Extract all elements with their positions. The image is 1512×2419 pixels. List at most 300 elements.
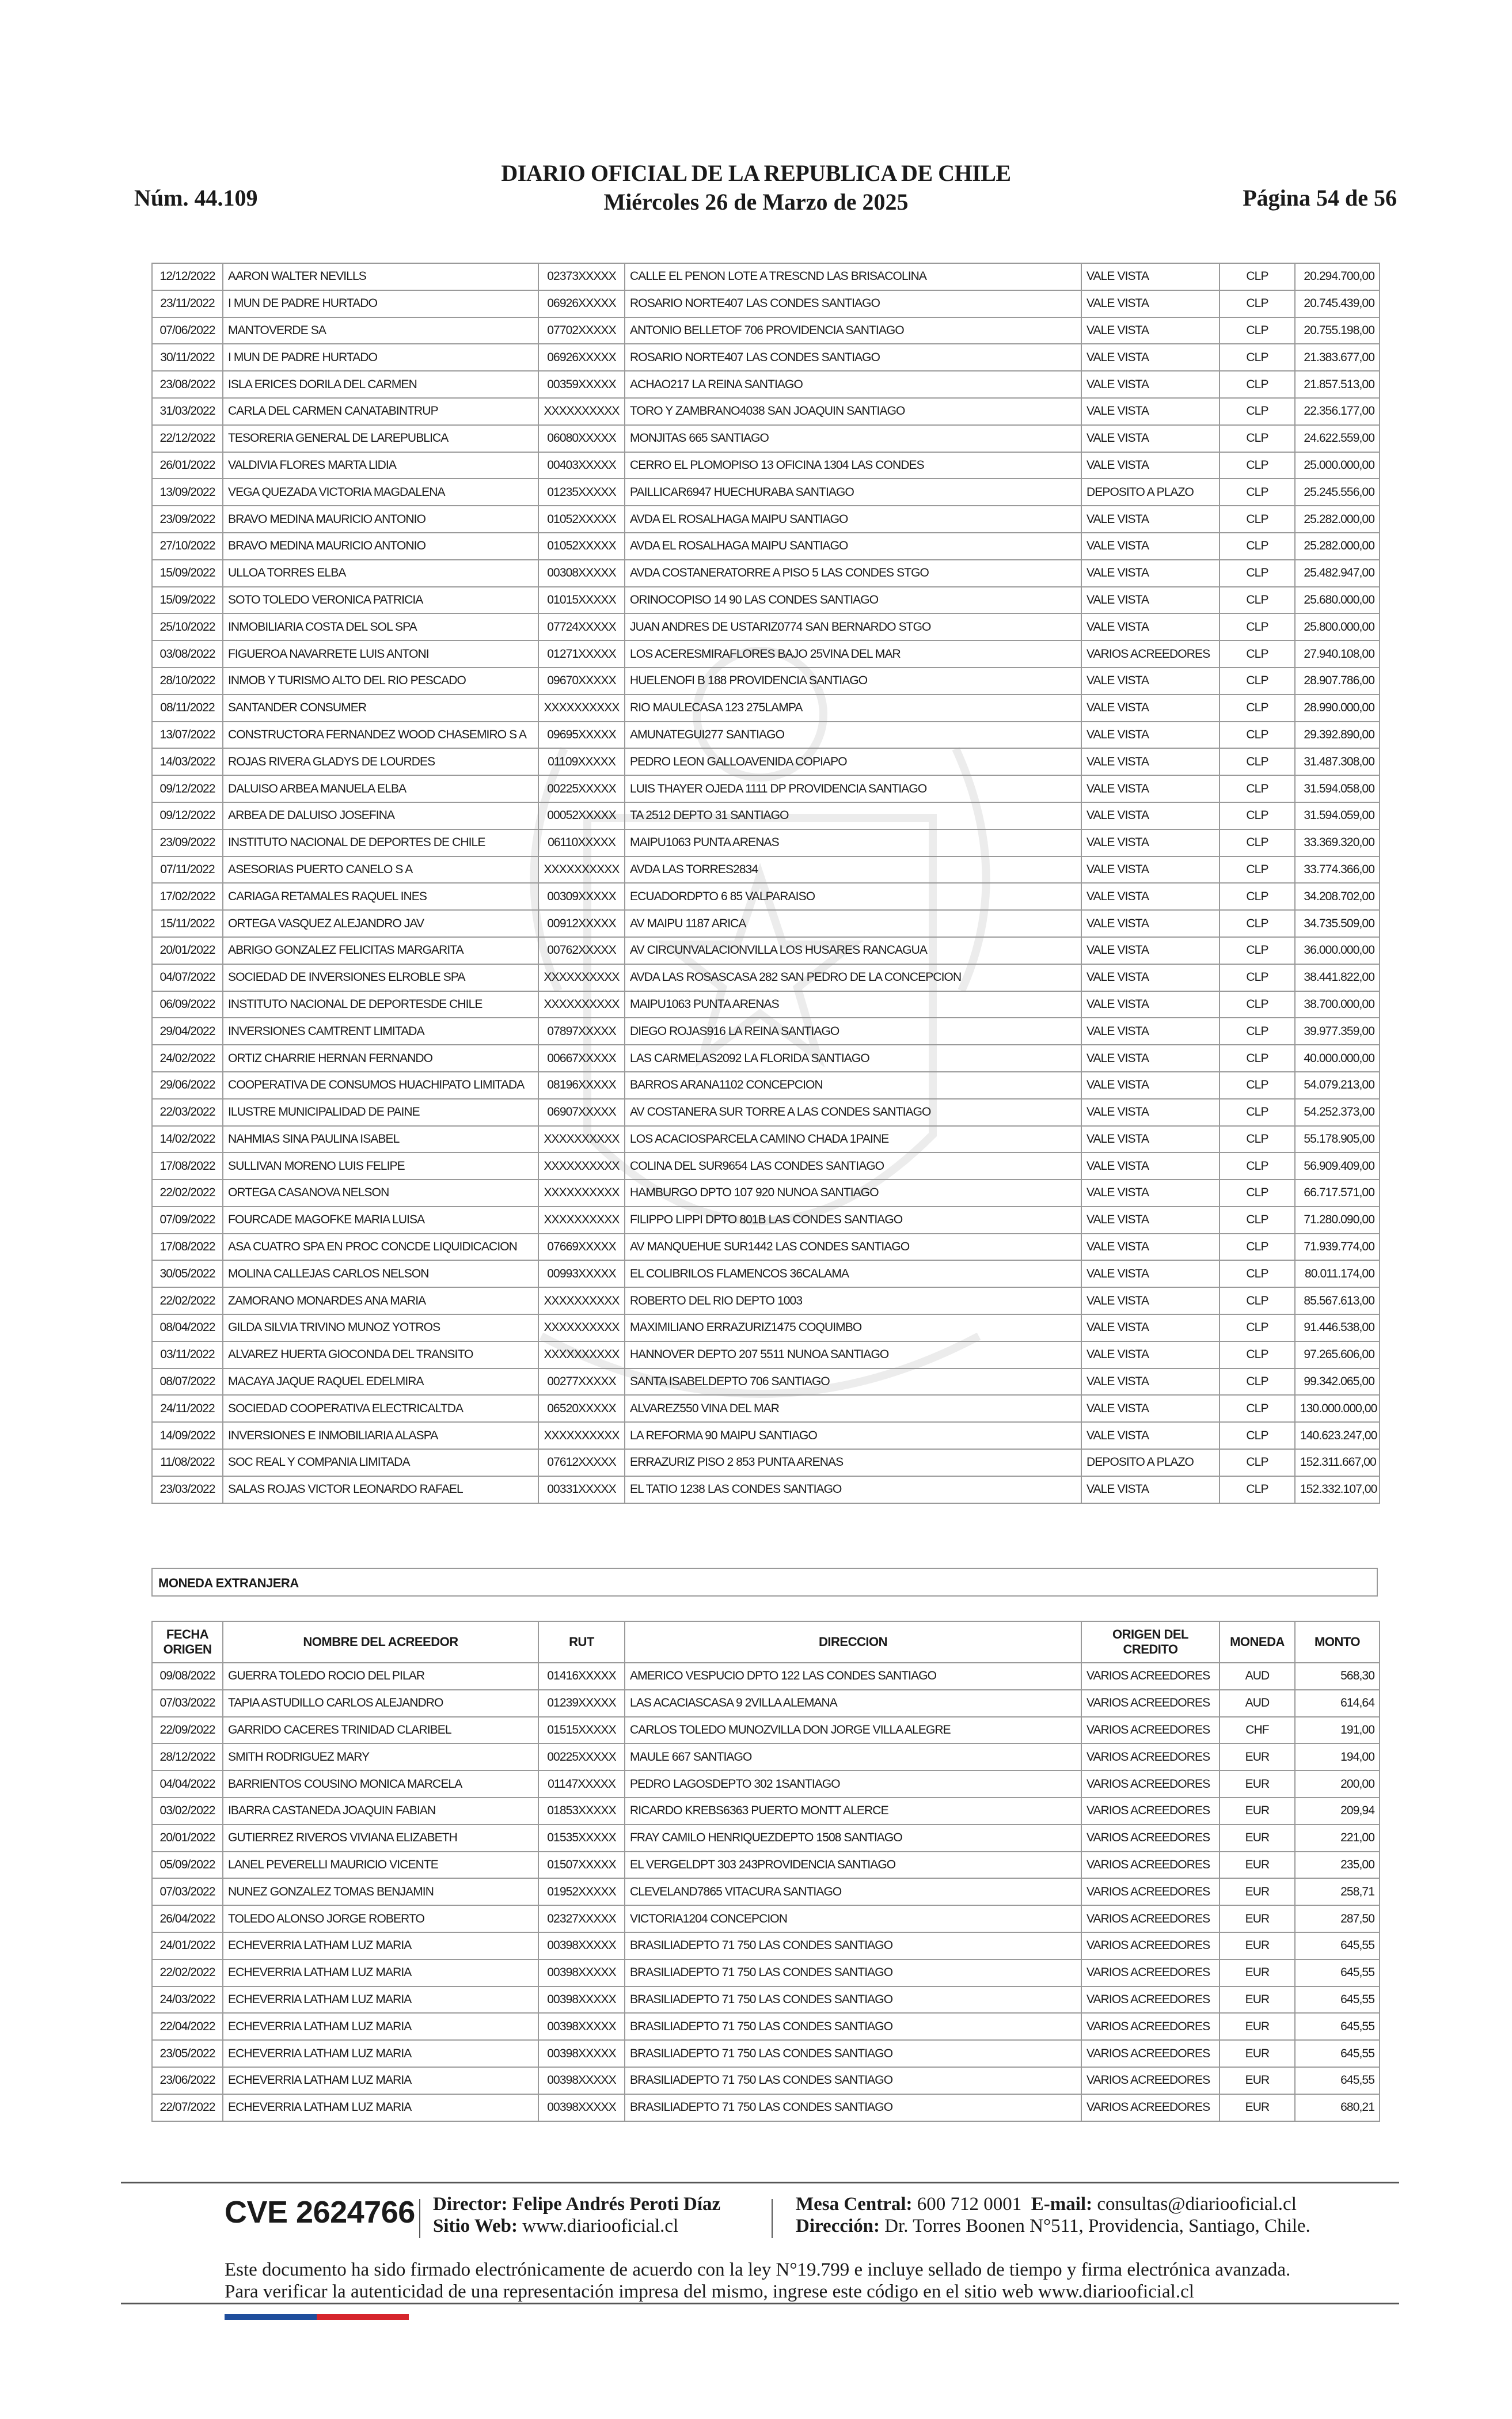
table-row bbox=[152, 1825, 1380, 1852]
cell-creditor-name: ORTIZ CHARRIE HERNAN FERNANDO bbox=[223, 1045, 538, 1072]
cell-address: LA REFORMA 90 MAIPU SANTIAGO bbox=[625, 1422, 1081, 1449]
cell-credit-origin: VALE VISTA bbox=[1081, 560, 1220, 587]
cell-currency: CLP bbox=[1220, 722, 1295, 749]
table-row bbox=[152, 1449, 1380, 1476]
cell-currency: EUR bbox=[1220, 1986, 1295, 2014]
cell-rut: 02327XXXXX bbox=[538, 1905, 625, 1932]
cell-amount: 34.735.509,00 bbox=[1295, 910, 1380, 937]
cell-credit-origin: VALE VISTA bbox=[1081, 910, 1220, 937]
cell-currency: CLP bbox=[1220, 506, 1295, 533]
table-row bbox=[152, 1072, 1380, 1099]
table-row bbox=[152, 398, 1380, 425]
cell-currency: CLP bbox=[1220, 1126, 1295, 1153]
cell-date: 30/05/2022 bbox=[152, 1260, 223, 1287]
cell-amount: 645,55 bbox=[1295, 1986, 1380, 2014]
cell-rut: 01271XXXXX bbox=[538, 640, 625, 668]
cell-date: 23/03/2022 bbox=[152, 1476, 223, 1503]
cell-creditor-name: FOURCADE MAGOFKE MARIA LUISA bbox=[223, 1207, 538, 1234]
cell-address: MAIPU1063 PUNTA ARENAS bbox=[625, 991, 1081, 1018]
cell-credit-origin: VALE VISTA bbox=[1081, 317, 1220, 344]
cell-amount: 39.977.359,00 bbox=[1295, 1018, 1380, 1045]
cell-date: 22/09/2022 bbox=[152, 1717, 223, 1744]
cell-creditor-name: IBARRA CASTANEDA JOAQUIN FABIAN bbox=[223, 1798, 538, 1825]
cell-creditor-name: TAPIA ASTUDILLO CARLOS ALEJANDRO bbox=[223, 1690, 538, 1717]
cell-address: COLINA DEL SUR9654 LAS CONDES SANTIAGO bbox=[625, 1152, 1081, 1180]
cell-currency: CLP bbox=[1220, 991, 1295, 1018]
cell-rut: 00331XXXXX bbox=[538, 1476, 625, 1503]
cell-currency: CLP bbox=[1220, 964, 1295, 991]
legal-notice: Este documento ha sido firmado electrónicamente de acuerdo con la ley N°19.799 e incluye sellado de tiempo y firma electrónica avanzada. Para verificar la autenticidad de una representación impresa del mismo, ingrese este código en el sitio web www.diariooficial.cl bbox=[225, 2259, 1291, 2302]
cell-currency: CLP bbox=[1220, 290, 1295, 317]
cell-address: EL VERGELDPT 303 243PROVIDENCIA SANTIAGO bbox=[625, 1852, 1081, 1879]
cell-credit-origin: VALE VISTA bbox=[1081, 937, 1220, 964]
col-header-date: FECHA ORIGEN bbox=[152, 1621, 223, 1663]
table-row bbox=[152, 1798, 1380, 1825]
cell-amount: 614,64 bbox=[1295, 1690, 1380, 1717]
cell-credit-origin: VALE VISTA bbox=[1081, 613, 1220, 640]
cell-currency: CLP bbox=[1220, 425, 1295, 452]
cell-rut: 06080XXXXX bbox=[538, 425, 625, 452]
cell-address: LUIS THAYER OJEDA 1111 DP PROVIDENCIA SANTIAGO bbox=[625, 775, 1081, 802]
cell-creditor-name: SALAS ROJAS VICTOR LEONARDO RAFAEL bbox=[223, 1476, 538, 1503]
cell-credit-origin: VALE VISTA bbox=[1081, 506, 1220, 533]
table-row bbox=[152, 587, 1380, 614]
cell-address: ACHAO217 LA REINA SANTIAGO bbox=[625, 371, 1081, 398]
cell-rut: 00398XXXXX bbox=[538, 1986, 625, 2014]
cell-currency: CLP bbox=[1220, 1099, 1295, 1126]
cell-amount: 645,55 bbox=[1295, 2067, 1380, 2094]
cell-currency: EUR bbox=[1220, 2067, 1295, 2094]
cell-amount: 71.939.774,00 bbox=[1295, 1234, 1380, 1261]
page-header bbox=[0, 0, 1512, 230]
cell-amount: 66.717.571,00 bbox=[1295, 1180, 1380, 1207]
cell-currency: CLP bbox=[1220, 1476, 1295, 1503]
cell-currency: CLP bbox=[1220, 1341, 1295, 1368]
cell-date: 07/06/2022 bbox=[152, 317, 223, 344]
col-header-rut: RUT bbox=[538, 1621, 625, 1663]
cell-date: 15/09/2022 bbox=[152, 587, 223, 614]
cell-amount: 24.622.559,00 bbox=[1295, 425, 1380, 452]
table-row bbox=[152, 1045, 1380, 1072]
cell-address: RIO MAULECASA 123 275LAMPA bbox=[625, 695, 1081, 722]
flag-stripe bbox=[225, 2314, 409, 2320]
cell-currency: EUR bbox=[1220, 2040, 1295, 2067]
cell-creditor-name: FIGUEROA NAVARRETE LUIS ANTONI bbox=[223, 640, 538, 668]
cell-currency: EUR bbox=[1220, 1959, 1295, 1986]
cell-address: DIEGO ROJAS916 LA REINA SANTIAGO bbox=[625, 1018, 1081, 1045]
cell-amount: 34.208.702,00 bbox=[1295, 883, 1380, 910]
footer-bottom-rule bbox=[121, 2303, 1399, 2304]
address-text: Dr. Torres Boonen N°511, Providencia, Santiago, Chile. bbox=[884, 2216, 1310, 2236]
cell-amount: 25.245.556,00 bbox=[1295, 479, 1380, 506]
cell-credit-origin: VARIOS ACREEDORES bbox=[1081, 1986, 1220, 2014]
cell-currency: CLP bbox=[1220, 802, 1295, 829]
cell-amount: 80.011.174,00 bbox=[1295, 1260, 1380, 1287]
cell-date: 29/06/2022 bbox=[152, 1072, 223, 1099]
cell-credit-origin: VALE VISTA bbox=[1081, 1314, 1220, 1341]
cell-rut: XXXXXXXXXX bbox=[538, 1287, 625, 1314]
col-header-address: DIRECCION bbox=[625, 1621, 1081, 1663]
cell-currency: CLP bbox=[1220, 1395, 1295, 1422]
publication-title: DIARIO OFICIAL DE LA REPUBLICA DE CHILE bbox=[501, 160, 1011, 186]
cell-date: 03/02/2022 bbox=[152, 1798, 223, 1825]
cell-currency: CLP bbox=[1220, 1234, 1295, 1261]
cell-credit-origin: VALE VISTA bbox=[1081, 398, 1220, 425]
cell-currency: CLP bbox=[1220, 775, 1295, 802]
cell-currency: CLP bbox=[1220, 1422, 1295, 1449]
table-row bbox=[152, 1395, 1380, 1422]
cell-currency: CLP bbox=[1220, 263, 1295, 290]
cell-date: 22/02/2022 bbox=[152, 1959, 223, 1986]
cell-currency: CLP bbox=[1220, 1287, 1295, 1314]
cell-amount: 29.392.890,00 bbox=[1295, 722, 1380, 749]
cell-creditor-name: NAHMIAS SINA PAULINA ISABEL bbox=[223, 1126, 538, 1153]
table-row bbox=[152, 1341, 1380, 1368]
cell-address: BARROS ARANA1102 CONCEPCION bbox=[625, 1072, 1081, 1099]
table-row bbox=[152, 722, 1380, 749]
table-row bbox=[152, 1314, 1380, 1341]
cell-rut: 06520XXXXX bbox=[538, 1395, 625, 1422]
cell-credit-origin: VALE VISTA bbox=[1081, 1180, 1220, 1207]
cell-creditor-name: INSTITUTO NACIONAL DE DEPORTES DE CHILE bbox=[223, 829, 538, 856]
cell-rut: 00762XXXXX bbox=[538, 937, 625, 964]
cell-date: 24/02/2022 bbox=[152, 1045, 223, 1072]
table-row bbox=[152, 1368, 1380, 1396]
table-row bbox=[152, 1234, 1380, 1261]
cell-amount: 31.487.308,00 bbox=[1295, 748, 1380, 775]
table-row bbox=[152, 1180, 1380, 1207]
cell-date: 27/10/2022 bbox=[152, 533, 223, 560]
page-indicator: Página 54 de 56 bbox=[1243, 185, 1397, 211]
cell-creditor-name: ORTEGA VASQUEZ ALEJANDRO JAV bbox=[223, 910, 538, 937]
cell-currency: EUR bbox=[1220, 2013, 1295, 2040]
cell-address: ERRAZURIZ PISO 2 853 PUNTA ARENAS bbox=[625, 1449, 1081, 1476]
cell-amount: 99.342.065,00 bbox=[1295, 1368, 1380, 1396]
table-row bbox=[152, 883, 1380, 910]
cell-amount: 54.252.373,00 bbox=[1295, 1099, 1380, 1126]
cell-address: TORO Y ZAMBRANO4038 SAN JOAQUIN SANTIAGO bbox=[625, 398, 1081, 425]
cell-creditor-name: ALVAREZ HUERTA GIOCONDA DEL TRANSITO bbox=[223, 1341, 538, 1368]
cell-currency: EUR bbox=[1220, 1743, 1295, 1770]
table-row bbox=[152, 802, 1380, 829]
cell-address: PAILLICAR6947 HUECHURABA SANTIAGO bbox=[625, 479, 1081, 506]
cell-credit-origin: VALE VISTA bbox=[1081, 883, 1220, 910]
col-header-name: NOMBRE DEL ACREEDOR bbox=[223, 1621, 538, 1663]
cell-currency: CLP bbox=[1220, 1152, 1295, 1180]
cell-credit-origin: VALE VISTA bbox=[1081, 290, 1220, 317]
cell-creditor-name: ECHEVERRIA LATHAM LUZ MARIA bbox=[223, 1932, 538, 1959]
cell-address: BRASILIADEPTO 71 750 LAS CONDES SANTIAGO bbox=[625, 2094, 1081, 2121]
cell-creditor-name: LANEL PEVERELLI MAURICIO VICENTE bbox=[223, 1852, 538, 1879]
cell-credit-origin: VARIOS ACREEDORES bbox=[1081, 1770, 1220, 1798]
table-row bbox=[152, 1852, 1380, 1879]
cell-credit-origin: VARIOS ACREEDORES bbox=[1081, 1825, 1220, 1852]
cell-amount: 21.857.513,00 bbox=[1295, 371, 1380, 398]
cell-rut: 07897XXXXX bbox=[538, 1018, 625, 1045]
cell-credit-origin: VALE VISTA bbox=[1081, 371, 1220, 398]
cell-creditor-name: INMOB Y TURISMO ALTO DEL RIO PESCADO bbox=[223, 668, 538, 695]
cell-currency: CLP bbox=[1220, 1018, 1295, 1045]
table-row bbox=[152, 1986, 1380, 2014]
cell-address: EL TATIO 1238 LAS CONDES SANTIAGO bbox=[625, 1476, 1081, 1503]
cell-date: 22/02/2022 bbox=[152, 1180, 223, 1207]
col-header-currency: MONEDA bbox=[1220, 1621, 1295, 1663]
table-row bbox=[152, 479, 1380, 506]
cell-date: 04/04/2022 bbox=[152, 1770, 223, 1798]
cell-creditor-name: I MUN DE PADRE HURTADO bbox=[223, 344, 538, 371]
cell-address: ECUADORDPTO 6 85 VALPARAISO bbox=[625, 883, 1081, 910]
table-row bbox=[152, 1260, 1380, 1287]
table-row bbox=[152, 1476, 1380, 1503]
cell-date: 23/06/2022 bbox=[152, 2067, 223, 2094]
table-row bbox=[152, 910, 1380, 937]
table-row bbox=[152, 533, 1380, 560]
table-row bbox=[152, 506, 1380, 533]
cell-date: 09/12/2022 bbox=[152, 802, 223, 829]
cell-rut: XXXXXXXXXX bbox=[538, 1314, 625, 1341]
cell-credit-origin: VARIOS ACREEDORES bbox=[1081, 1959, 1220, 1986]
cell-credit-origin: VALE VISTA bbox=[1081, 1126, 1220, 1153]
cell-currency: CLP bbox=[1220, 1449, 1295, 1476]
cell-amount: 55.178.905,00 bbox=[1295, 1126, 1380, 1153]
table-row bbox=[152, 371, 1380, 398]
cell-address: MONJITAS 665 SANTIAGO bbox=[625, 425, 1081, 452]
cell-address: TA 2512 DEPTO 31 SANTIAGO bbox=[625, 802, 1081, 829]
cell-date: 20/01/2022 bbox=[152, 1825, 223, 1852]
cell-amount: 31.594.059,00 bbox=[1295, 802, 1380, 829]
cell-rut: XXXXXXXXXX bbox=[538, 964, 625, 991]
cell-date: 09/08/2022 bbox=[152, 1663, 223, 1690]
cell-credit-origin: VALE VISTA bbox=[1081, 425, 1220, 452]
cell-rut: 02373XXXXX bbox=[538, 263, 625, 290]
cell-amount: 54.079.213,00 bbox=[1295, 1072, 1380, 1099]
cell-date: 03/08/2022 bbox=[152, 640, 223, 668]
cell-rut: 06926XXXXX bbox=[538, 344, 625, 371]
cell-date: 29/04/2022 bbox=[152, 1018, 223, 1045]
cell-rut: 00398XXXXX bbox=[538, 2040, 625, 2067]
cell-creditor-name: COOPERATIVA DE CONSUMOS HUACHIPATO LIMITADA bbox=[223, 1072, 538, 1099]
cell-amount: 645,55 bbox=[1295, 2040, 1380, 2067]
cell-rut: 00277XXXXX bbox=[538, 1368, 625, 1396]
cell-amount: 85.567.613,00 bbox=[1295, 1287, 1380, 1314]
col-header-amount: MONTO bbox=[1295, 1621, 1380, 1663]
cell-rut: XXXXXXXXXX bbox=[538, 1180, 625, 1207]
cell-rut: 01952XXXXX bbox=[538, 1878, 625, 1905]
cell-currency: EUR bbox=[1220, 1878, 1295, 1905]
cell-credit-origin: VALE VISTA bbox=[1081, 964, 1220, 991]
table-row bbox=[152, 1422, 1380, 1449]
cell-creditor-name: INVERSIONES CAMTRENT LIMITADA bbox=[223, 1018, 538, 1045]
cell-rut: XXXXXXXXXX bbox=[538, 398, 625, 425]
cell-rut: 00359XXXXX bbox=[538, 371, 625, 398]
cell-rut: 01109XXXXX bbox=[538, 748, 625, 775]
table-header-row bbox=[152, 1621, 1380, 1663]
cell-rut: 00308XXXXX bbox=[538, 560, 625, 587]
cell-date: 23/11/2022 bbox=[152, 290, 223, 317]
cell-credit-origin: VALE VISTA bbox=[1081, 452, 1220, 479]
cell-creditor-name: ECHEVERRIA LATHAM LUZ MARIA bbox=[223, 2067, 538, 2094]
cell-amount: 680,21 bbox=[1295, 2094, 1380, 2121]
cell-rut: XXXXXXXXXX bbox=[538, 1422, 625, 1449]
cell-amount: 221,00 bbox=[1295, 1825, 1380, 1852]
cell-creditor-name: ECHEVERRIA LATHAM LUZ MARIA bbox=[223, 2094, 538, 2121]
cell-date: 13/09/2022 bbox=[152, 479, 223, 506]
table-row bbox=[152, 344, 1380, 371]
table-row bbox=[152, 425, 1380, 452]
cell-date: 17/08/2022 bbox=[152, 1152, 223, 1180]
cell-creditor-name: SOCIEDAD COOPERATIVA ELECTRICALTDA bbox=[223, 1395, 538, 1422]
cell-address: ROSARIO NORTE407 LAS CONDES SANTIAGO bbox=[625, 290, 1081, 317]
cell-rut: 00667XXXXX bbox=[538, 1045, 625, 1072]
cell-creditor-name: AARON WALTER NEVILLS bbox=[223, 263, 538, 290]
cell-date: 31/03/2022 bbox=[152, 398, 223, 425]
cell-date: 26/04/2022 bbox=[152, 1905, 223, 1932]
cell-credit-origin: VALE VISTA bbox=[1081, 1152, 1220, 1180]
cell-creditor-name: INVERSIONES E INMOBILIARIA ALASPA bbox=[223, 1422, 538, 1449]
cell-address: ROSARIO NORTE407 LAS CONDES SANTIAGO bbox=[625, 344, 1081, 371]
cell-currency: CLP bbox=[1220, 856, 1295, 884]
cell-creditor-name: GUTIERREZ RIVEROS VIVIANA ELIZABETH bbox=[223, 1825, 538, 1852]
flag-blue-stripe bbox=[225, 2314, 317, 2320]
cell-creditor-name: SOTO TOLEDO VERONICA PATRICIA bbox=[223, 587, 538, 614]
cell-credit-origin: VARIOS ACREEDORES bbox=[1081, 640, 1220, 668]
cell-creditor-name: CONSTRUCTORA FERNANDEZ WOOD CHASEMIRO S A bbox=[223, 722, 538, 749]
cell-currency: CLP bbox=[1220, 344, 1295, 371]
table-row bbox=[152, 2013, 1380, 2040]
cell-creditor-name: SMITH RODRIGUEZ MARY bbox=[223, 1743, 538, 1770]
cell-credit-origin: DEPOSITO A PLAZO bbox=[1081, 1449, 1220, 1476]
cell-credit-origin: VALE VISTA bbox=[1081, 263, 1220, 290]
email-link[interactable]: consultas@diariooficial.cl bbox=[1097, 2194, 1297, 2215]
cell-credit-origin: VALE VISTA bbox=[1081, 695, 1220, 722]
cell-rut: 00398XXXXX bbox=[538, 1932, 625, 1959]
cell-date: 17/08/2022 bbox=[152, 1234, 223, 1261]
cell-currency: CLP bbox=[1220, 479, 1295, 506]
col-header-origin: ORIGEN DEL CREDITO bbox=[1081, 1621, 1220, 1663]
cell-credit-origin: VALE VISTA bbox=[1081, 1368, 1220, 1396]
director-name: Felipe Andrés Peroti Díaz bbox=[512, 2194, 721, 2215]
cell-rut: 09695XXXXX bbox=[538, 722, 625, 749]
cell-rut: 01015XXXXX bbox=[538, 587, 625, 614]
cell-address: BRASILIADEPTO 71 750 LAS CONDES SANTIAGO bbox=[625, 1959, 1081, 1986]
cell-rut: 01416XXXXX bbox=[538, 1663, 625, 1690]
table-row bbox=[152, 1018, 1380, 1045]
cell-rut: 08196XXXXX bbox=[538, 1072, 625, 1099]
creditors-table-foreign bbox=[151, 1621, 1380, 2122]
cell-date: 22/07/2022 bbox=[152, 2094, 223, 2121]
cell-credit-origin: VALE VISTA bbox=[1081, 775, 1220, 802]
cell-credit-origin: VALE VISTA bbox=[1081, 1422, 1220, 1449]
cell-amount: 194,00 bbox=[1295, 1743, 1380, 1770]
cell-credit-origin: VALE VISTA bbox=[1081, 802, 1220, 829]
table-row bbox=[152, 775, 1380, 802]
table-row bbox=[152, 1126, 1380, 1153]
cell-rut: XXXXXXXXXX bbox=[538, 1126, 625, 1153]
cell-currency: CLP bbox=[1220, 883, 1295, 910]
cell-date: 12/12/2022 bbox=[152, 263, 223, 290]
cell-credit-origin: VALE VISTA bbox=[1081, 1072, 1220, 1099]
cell-rut: 00403XXXXX bbox=[538, 452, 625, 479]
cell-rut: 00309XXXXX bbox=[538, 883, 625, 910]
cell-credit-origin: VARIOS ACREEDORES bbox=[1081, 1690, 1220, 1717]
cell-rut: 00052XXXXX bbox=[538, 802, 625, 829]
cell-credit-origin: VALE VISTA bbox=[1081, 991, 1220, 1018]
cell-address: VICTORIA1204 CONCEPCION bbox=[625, 1905, 1081, 1932]
table-row bbox=[152, 695, 1380, 722]
website-link[interactable]: www.diariooficial.cl bbox=[522, 2216, 679, 2236]
cell-address: CERRO EL PLOMOPISO 13 OFICINA 1304 LAS CONDES bbox=[625, 452, 1081, 479]
cell-creditor-name: BRAVO MEDINA MAURICIO ANTONIO bbox=[223, 506, 538, 533]
table-row bbox=[152, 1663, 1380, 1690]
table-row bbox=[152, 991, 1380, 1018]
cell-date: 25/10/2022 bbox=[152, 613, 223, 640]
cell-creditor-name: BRAVO MEDINA MAURICIO ANTONIO bbox=[223, 533, 538, 560]
cell-date: 07/11/2022 bbox=[152, 856, 223, 884]
cell-creditor-name: ECHEVERRIA LATHAM LUZ MARIA bbox=[223, 2040, 538, 2067]
cell-credit-origin: VALE VISTA bbox=[1081, 748, 1220, 775]
cell-address: CARLOS TOLEDO MUNOZVILLA DON JORGE VILLA ALEGRE bbox=[625, 1717, 1081, 1744]
cell-date: 17/02/2022 bbox=[152, 883, 223, 910]
cell-date: 22/12/2022 bbox=[152, 425, 223, 452]
cell-amount: 25.680.000,00 bbox=[1295, 587, 1380, 614]
cell-amount: 25.000.000,00 bbox=[1295, 452, 1380, 479]
table-row bbox=[152, 640, 1380, 668]
cell-rut: 00912XXXXX bbox=[538, 910, 625, 937]
cell-currency: CLP bbox=[1220, 668, 1295, 695]
cell-currency: CLP bbox=[1220, 1260, 1295, 1287]
cell-credit-origin: VARIOS ACREEDORES bbox=[1081, 1743, 1220, 1770]
flag-red-stripe bbox=[317, 2314, 409, 2320]
cell-credit-origin: VALE VISTA bbox=[1081, 1234, 1220, 1261]
cell-address: ROBERTO DEL RIO DEPTO 1003 bbox=[625, 1287, 1081, 1314]
cell-credit-origin: VALE VISTA bbox=[1081, 1099, 1220, 1126]
cell-date: 15/11/2022 bbox=[152, 910, 223, 937]
cell-credit-origin: VALE VISTA bbox=[1081, 1045, 1220, 1072]
cell-credit-origin: VALE VISTA bbox=[1081, 1341, 1220, 1368]
cell-address: BRASILIADEPTO 71 750 LAS CONDES SANTIAGO bbox=[625, 2067, 1081, 2094]
cell-creditor-name: GILDA SILVIA TRIVINO MUNOZ YOTROS bbox=[223, 1314, 538, 1341]
cell-currency: AUD bbox=[1220, 1690, 1295, 1717]
cell-amount: 25.282.000,00 bbox=[1295, 506, 1380, 533]
cell-credit-origin: VALE VISTA bbox=[1081, 1395, 1220, 1422]
cell-date: 13/07/2022 bbox=[152, 722, 223, 749]
cve-code: CVE 2624766 bbox=[225, 2195, 415, 2230]
cell-creditor-name: INSTITUTO NACIONAL DE DEPORTESDE CHILE bbox=[223, 991, 538, 1018]
table-row bbox=[152, 829, 1380, 856]
table-row bbox=[152, 856, 1380, 884]
cell-creditor-name: ECHEVERRIA LATHAM LUZ MARIA bbox=[223, 1959, 538, 1986]
cell-amount: 31.594.058,00 bbox=[1295, 775, 1380, 802]
cell-amount: 22.356.177,00 bbox=[1295, 398, 1380, 425]
cell-currency: CLP bbox=[1220, 452, 1295, 479]
cell-rut: 06110XXXXX bbox=[538, 829, 625, 856]
cell-amount: 140.623.247,00 bbox=[1295, 1422, 1380, 1449]
email-label: E-mail: bbox=[1031, 2194, 1093, 2215]
cell-address: ORINOCOPISO 14 90 LAS CONDES SANTIAGO bbox=[625, 587, 1081, 614]
cell-amount: 287,50 bbox=[1295, 1905, 1380, 1932]
cell-credit-origin: VARIOS ACREEDORES bbox=[1081, 1717, 1220, 1744]
cell-date: 22/04/2022 bbox=[152, 2013, 223, 2040]
cell-amount: 191,00 bbox=[1295, 1717, 1380, 1744]
cell-rut: 07702XXXXX bbox=[538, 317, 625, 344]
cell-credit-origin: VALE VISTA bbox=[1081, 1207, 1220, 1234]
cell-address: BRASILIADEPTO 71 750 LAS CONDES SANTIAGO bbox=[625, 1932, 1081, 1959]
table-row bbox=[152, 2040, 1380, 2067]
cell-currency: CHF bbox=[1220, 1717, 1295, 1744]
cell-creditor-name: SOC REAL Y COMPANIA LIMITADA bbox=[223, 1449, 538, 1476]
director-label: Director: bbox=[433, 2194, 508, 2215]
cell-creditor-name: ARBEA DE DALUISO JOSEFINA bbox=[223, 802, 538, 829]
